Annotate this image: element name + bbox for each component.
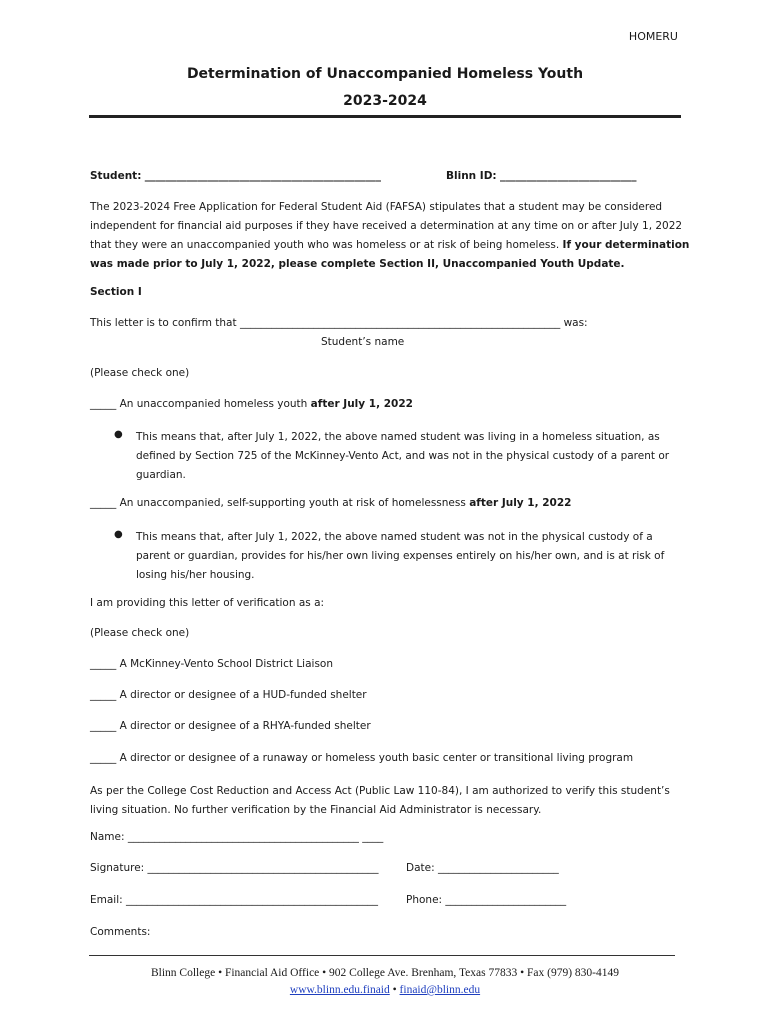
signature-field[interactable]: Signature: ____________________________________________ [90,862,379,874]
option-label: An unaccompanied, self-supporting youth at risk of homelessness [116,497,470,509]
verifier-option-hud-shelter[interactable]: _____ A director or designee of a HUD-funded shelter [90,689,367,701]
student-name-blank[interactable]: _____________________________________________________________ [239,317,561,329]
intro-paragraph [90,198,690,274]
form-code: HOMERU [628,30,678,43]
blinn-id-blank[interactable]: __________________________ [499,170,637,182]
student-field[interactable] [90,170,381,182]
confirm-line[interactable] [90,317,588,329]
confirm-suffix: was: [563,317,588,329]
student-label: Student: [90,170,142,182]
email-field[interactable]: Email: ________________________________________________ [90,894,379,906]
option-at-risk-youth[interactable] [90,497,571,509]
option-label: An unaccompanied homeless youth [116,398,311,410]
form-year: 2023-2024 [343,93,427,109]
check-one-instruction: (Please check one) [90,367,190,379]
comments-label: Comments: [90,926,151,938]
blinn-id-field[interactable] [446,170,636,182]
intro-text: The 2023-2024 Free Application for Federal Student Aid (FAFSA) stipulates that a student may be considered independent for financial aid purposes if they have received a determination at any time on or after July 1, 2022 that they were an unaccompanied youth who was homeless or at risk of being homeless. [90,201,683,251]
footer-contact [0,984,770,996]
verifier-option-youth-center[interactable]: _____ A director or designee of a runaway or homeless youth basic center or transitional living program [90,752,634,764]
confirm-prefix: This letter is to confirm that [90,317,237,329]
option-homeless-youth[interactable] [90,398,413,410]
bullet-icon: ● [114,529,123,540]
bullet-icon: ● [114,429,123,440]
form-title: Determination of Unaccompanied Homeless Youth [186,66,584,82]
authority-statement: As per the College Cost Reduction and Access Act (Public Law 110-84), I am authorized to verify this student’s living situation. No further verification by the Financial Aid Administrator is necessary. [90,785,670,816]
verifier-option-rhya-shelter[interactable]: _____ A director or designee of a RHYA-funded shelter [90,720,371,732]
student-name-caption: Student’s name [321,336,405,348]
check-one-instruction: (Please check one) [90,627,190,639]
option-checkbox-blank[interactable]: _____ [90,398,117,410]
option-checkbox-blank[interactable]: _____ [90,497,117,509]
name-field[interactable]: Name: ____________________________________________ ____ [90,831,384,843]
phone-field[interactable]: Phone: _______________________ [406,894,567,906]
date-field[interactable]: Date: _______________________ [406,862,559,874]
footer-website-link[interactable]: www.blinn.edu.finaid [289,984,390,996]
comments-line[interactable] [89,955,675,956]
section-heading: Section I [90,286,142,298]
title-divider [89,115,681,118]
student-blank[interactable]: _____________________________________________ [144,170,381,182]
option-homeless-youth-detail: This means that, after July 1, 2022, the above named student was living in a homeless situation, as defined by Section 725 of the McKinney-Vento Act, and was not in the physical custody of a parent or guardian. [136,431,670,481]
intro-bold-text: If your determination was made prior to July 1, 2022, please complete Section II, Unaccompanied Youth Update. [90,239,690,270]
option-at-risk-youth-detail: This means that, after July 1, 2022, the above named student was not in the physical custody of a parent or guardian, provides for his/her own living expenses entirely on his/her own, and is at risk of losing his/her housing. [136,531,665,581]
footer-email-link[interactable]: finaid@blinn.edu [399,984,481,996]
verification-intro: I am providing this letter of verification as a: [90,597,325,609]
verifier-option-liaison[interactable]: _____ A McKinney-Vento School District Liaison [90,658,333,670]
blinn-id-label: Blinn ID: [446,170,497,182]
option-date: after July 1, 2022 [310,398,413,410]
footer-separator: • [389,984,400,996]
footer-address: Blinn College • Financial Aid Office • 902 College Ave. Brenham, Texas 77833 • Fax (979) 830-4149 [150,967,619,979]
option-date: after July 1, 2022 [469,497,572,509]
